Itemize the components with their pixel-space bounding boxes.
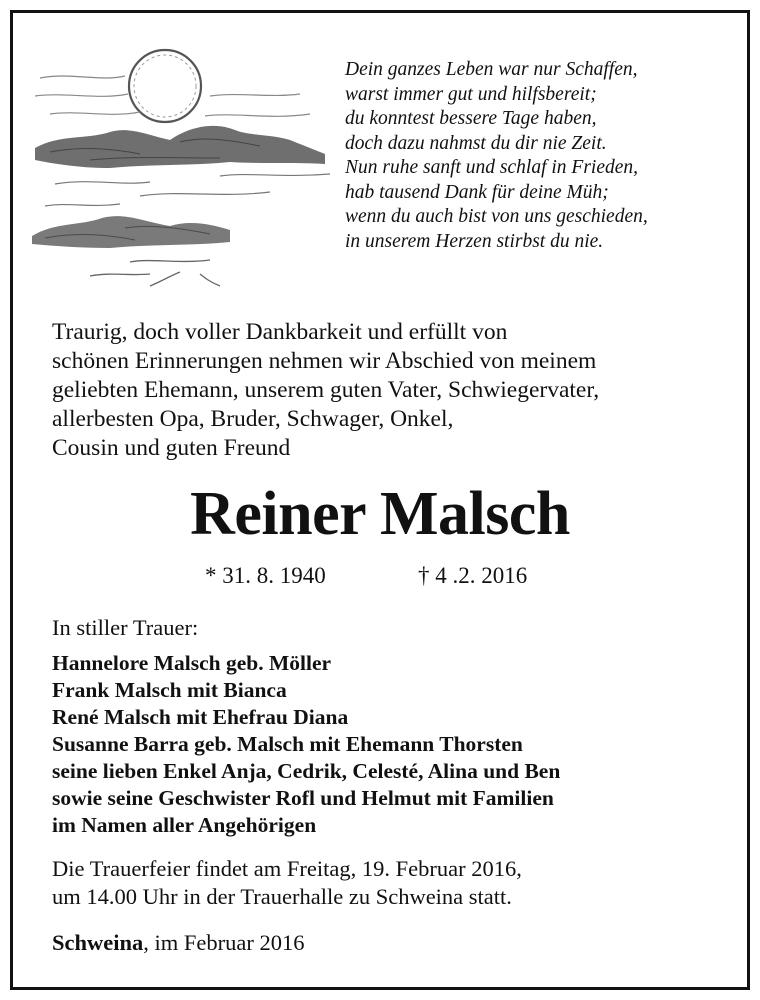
mourner-line: René Malsch mit Ehefrau Diana [52,705,349,729]
service-line: Die Trauerfeier findet am Freitag, 19. Februar 2016, [52,856,522,881]
mourner-list [52,650,742,839]
poem-line: wenn du auch bist von uns geschieden, [345,206,648,227]
death-date: † 4 .2. 2016 [418,563,528,588]
mourner-line: seine lieben Enkel Anja, Cedrik, Celesté, Alina und Ben [52,759,561,783]
mourner-line: Frank Malsch mit Bianca [52,678,287,702]
mourner-line: Hannelore Malsch geb. Möller [52,651,332,675]
place-name: Schweina [52,930,144,955]
poem-line: du konntest bessere Tage haben, [345,108,597,129]
service-line: um 14.00 Uhr in der Trauerhalle zu Schweina statt. [52,884,512,909]
poem-line: Dein ganzes Leben war nur Schaffen, [345,59,638,80]
memorial-poem [345,58,745,254]
farewell-line: Traurig, doch voller Dankbarkeit und erfüllt von [52,319,508,345]
poem-line: in unserem Herzen stirbst du nie. [345,230,604,252]
mourner-line: sowie seine Geschwister Rofl und Helmut mit Familien [52,786,554,810]
poem-line: hab tausend Dank für deine Müh; [345,181,609,203]
closing-date: , im Februar 2016 [143,930,305,955]
service-info [52,855,742,911]
birth-date: * 31. 8. 1940 [205,563,326,588]
farewell-line: allerbesten Opa, Bruder, Schwager, Onkel, [52,406,454,432]
life-dates [0,562,760,592]
moon-over-landscape-sketch-icon [30,36,330,288]
deceased-name: Reiner Malsch [190,480,570,548]
poem-line: warst immer gut und hilfsbereit; [345,83,597,105]
farewell-line: schönen Erinnerungen nehmen wir Abschied von meinem [52,348,597,374]
mourner-line: im Namen aller Angehörigen [52,813,317,837]
mourner-line: Susanne Barra geb. Malsch mit Ehemann Thorsten [52,732,523,756]
farewell-line: geliebten Ehemann, unserem guten Vater, Schwiegervater, [52,377,600,403]
mourning-heading: In stiller Trauer: [52,615,199,640]
farewell-line: Cousin und guten Freund [52,435,291,461]
place-and-date [52,929,305,957]
poem-line: doch dazu nahmst du dir nie Zeit. [345,132,607,154]
farewell-text [52,318,742,463]
poem-line: Nun ruhe sanft und schlaf in Frieden, [345,157,639,178]
